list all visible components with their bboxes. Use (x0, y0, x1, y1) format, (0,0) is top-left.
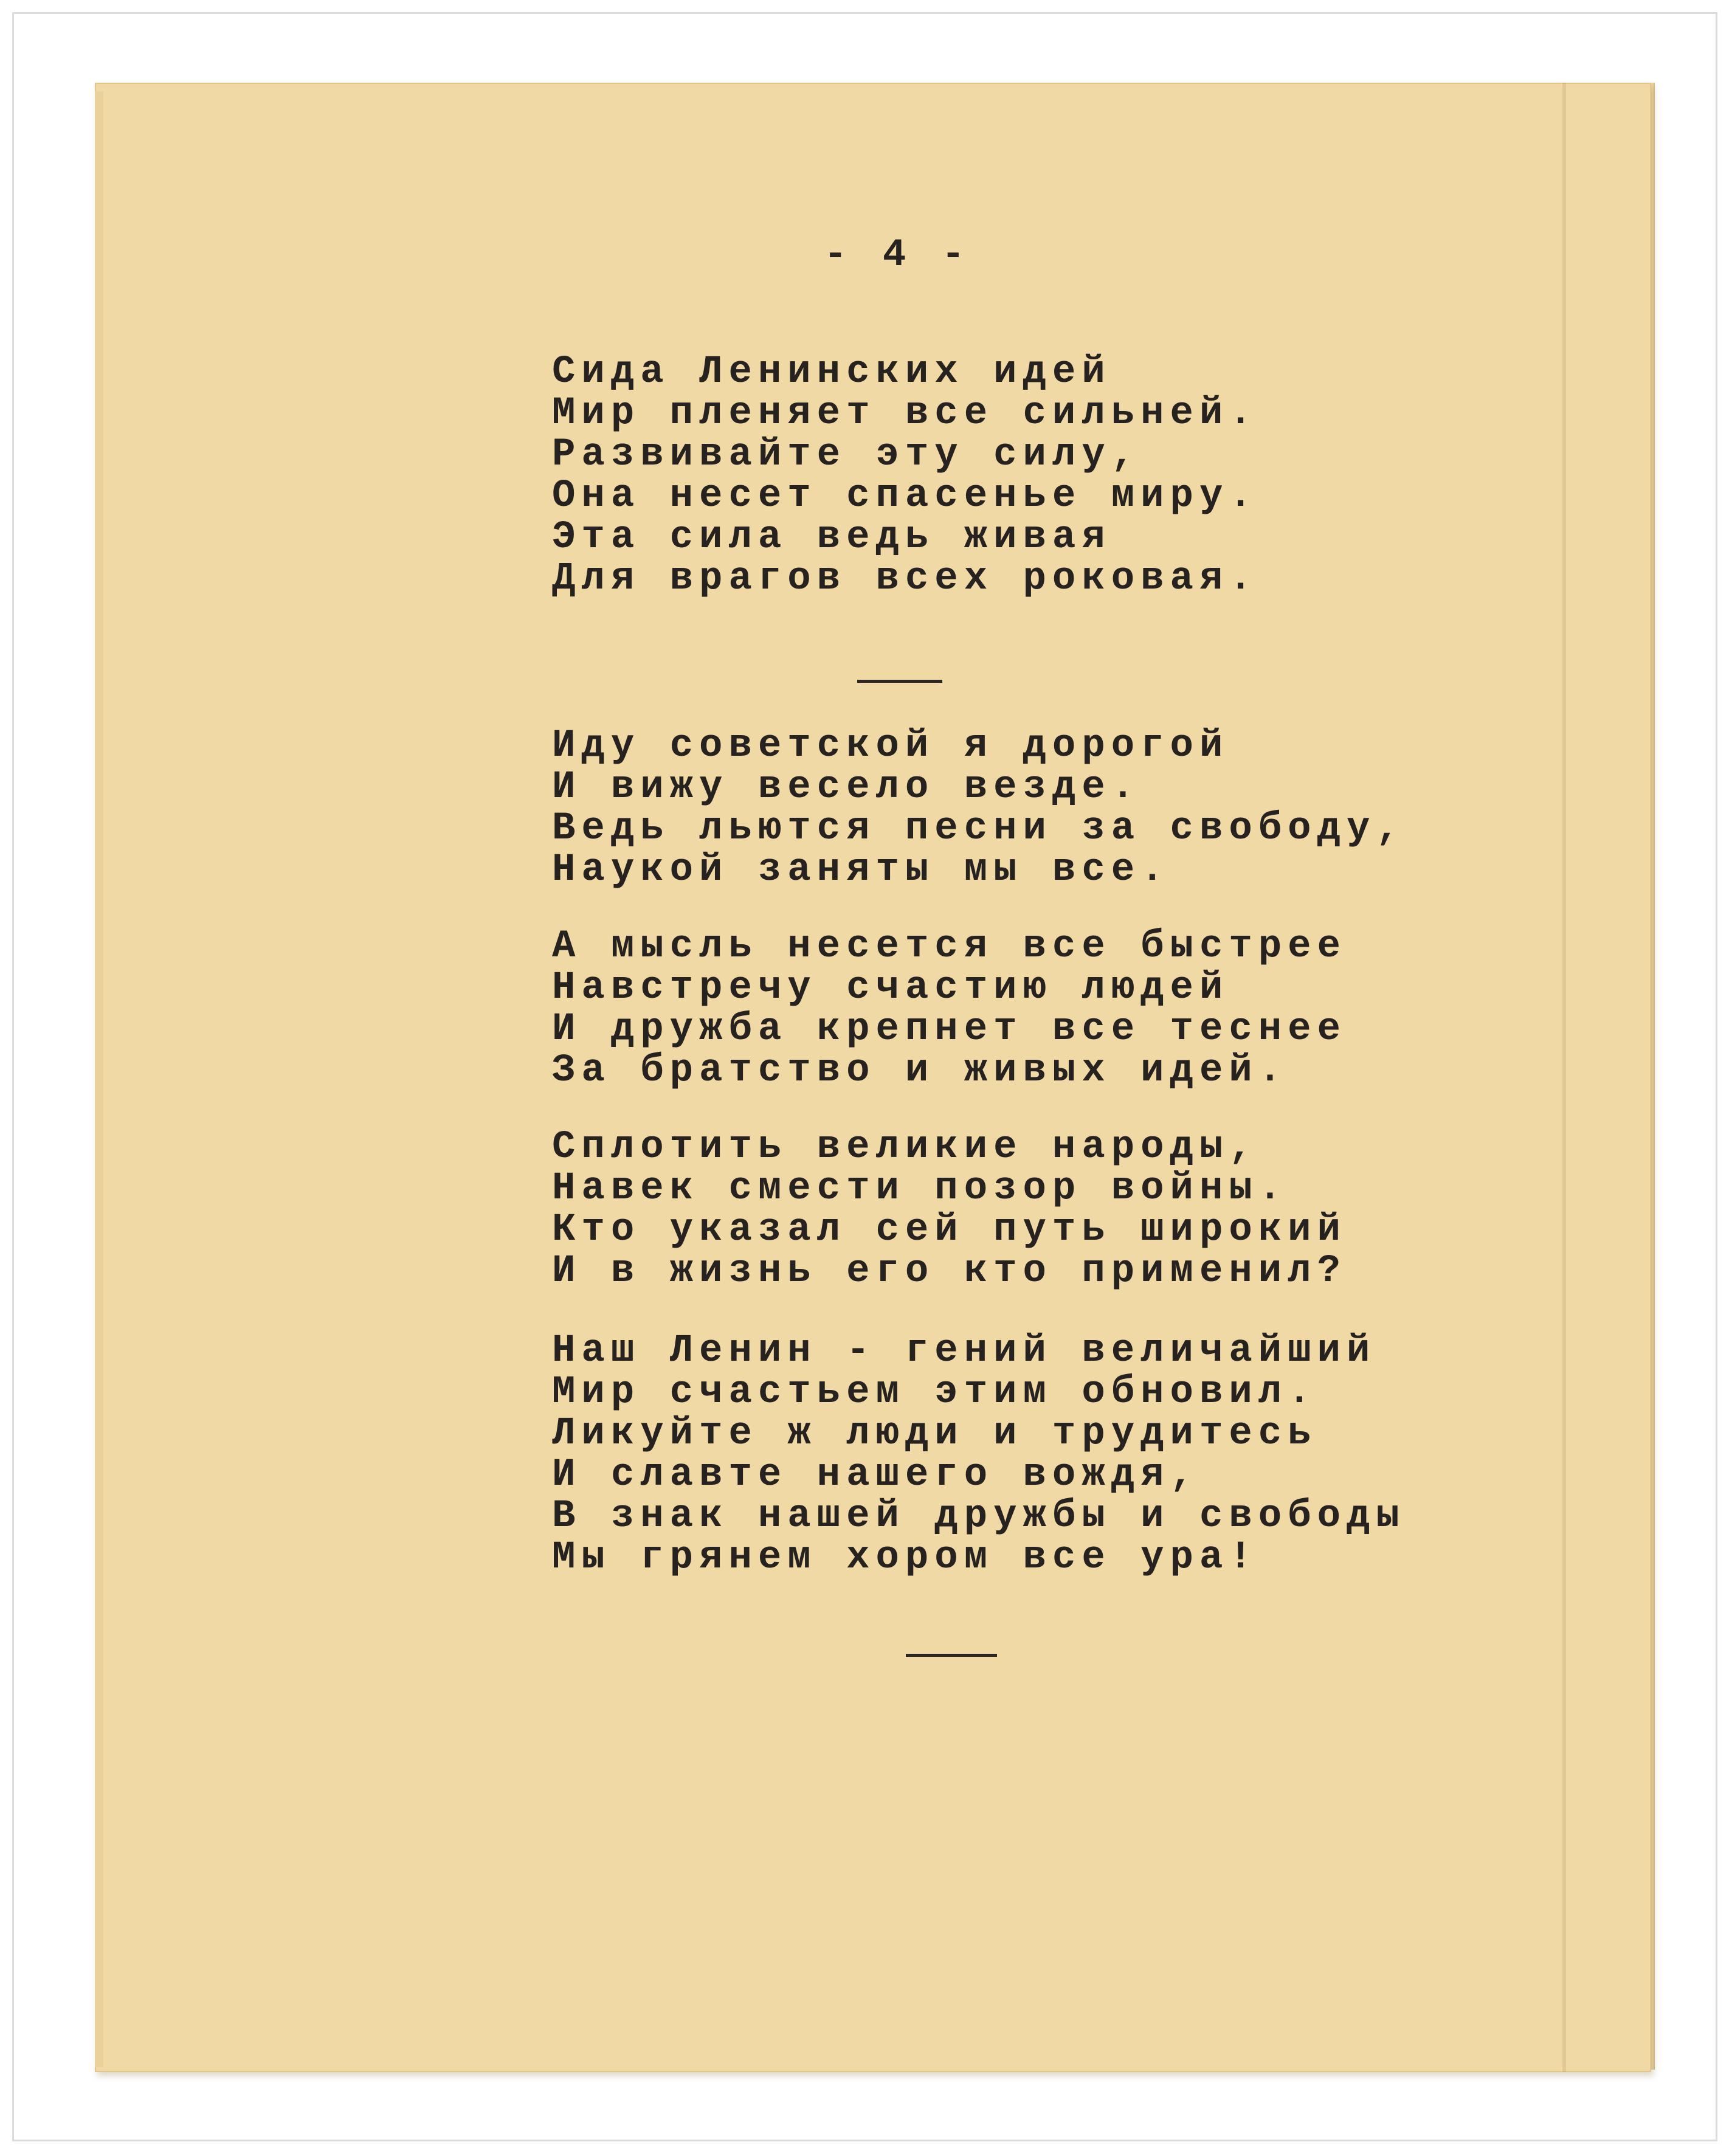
page-number: - 4 - (824, 233, 971, 277)
end-divider (906, 1654, 997, 1657)
stanza5-line4: И славте нашего вождя, (552, 1453, 1199, 1497)
page-left-edge (95, 91, 103, 2067)
stanza3-line4: За братство и живых идей. (552, 1049, 1288, 1093)
stanza3-line1: А мысль несется все быстрее (552, 925, 1347, 969)
stanza4-line4: И в жизнь его кто применил? (552, 1249, 1347, 1293)
stanza2-line1: Иду советской я дорогой (552, 724, 1229, 768)
stanza5-line3: Ликуйте ж люди и трудитесь (552, 1412, 1317, 1456)
stanza1-line5: Эта сила ведь живая (552, 516, 1111, 559)
page-fold (1562, 83, 1566, 2072)
stanza5-line2: Мир счастьем этим обновил. (552, 1370, 1317, 1414)
stanza4-line3: Кто указал сей путь широкий (552, 1208, 1347, 1252)
stanza1-line1: Сида Ленинских идей (552, 350, 1111, 394)
stanza2-line3: Ведь льются песни за свободу, (552, 807, 1406, 851)
stanza5-line6: Мы грянем хором все ура! (552, 1536, 1258, 1580)
stanza1-line6: Для врагов всех роковая. (552, 557, 1258, 601)
stanza5-line1: Наш Ленин - гений величайший (552, 1329, 1376, 1373)
stanza2-line2: И вижу весело везде. (552, 765, 1141, 809)
stanza4-line2: Навек смести позор войны. (552, 1167, 1288, 1211)
stanza3-line3: И дружба крепнет все теснее (552, 1007, 1347, 1051)
stanza4-line1: Сплотить великие народы, (552, 1125, 1258, 1169)
stanza1-line4: Она несет спасенье миру. (552, 474, 1258, 518)
stanza2-line4: Наукой заняты мы все. (552, 848, 1170, 892)
stanza1-line2: Мир пленяет все сильней. (552, 392, 1258, 435)
stanza1-line3: Развивайте эту силу, (552, 433, 1141, 477)
stanza3-line2: Навстречу счастию людей (552, 966, 1229, 1010)
section-divider (857, 680, 942, 683)
stanza5-line5: В знак нашей дружбы и свободы (552, 1494, 1406, 1538)
